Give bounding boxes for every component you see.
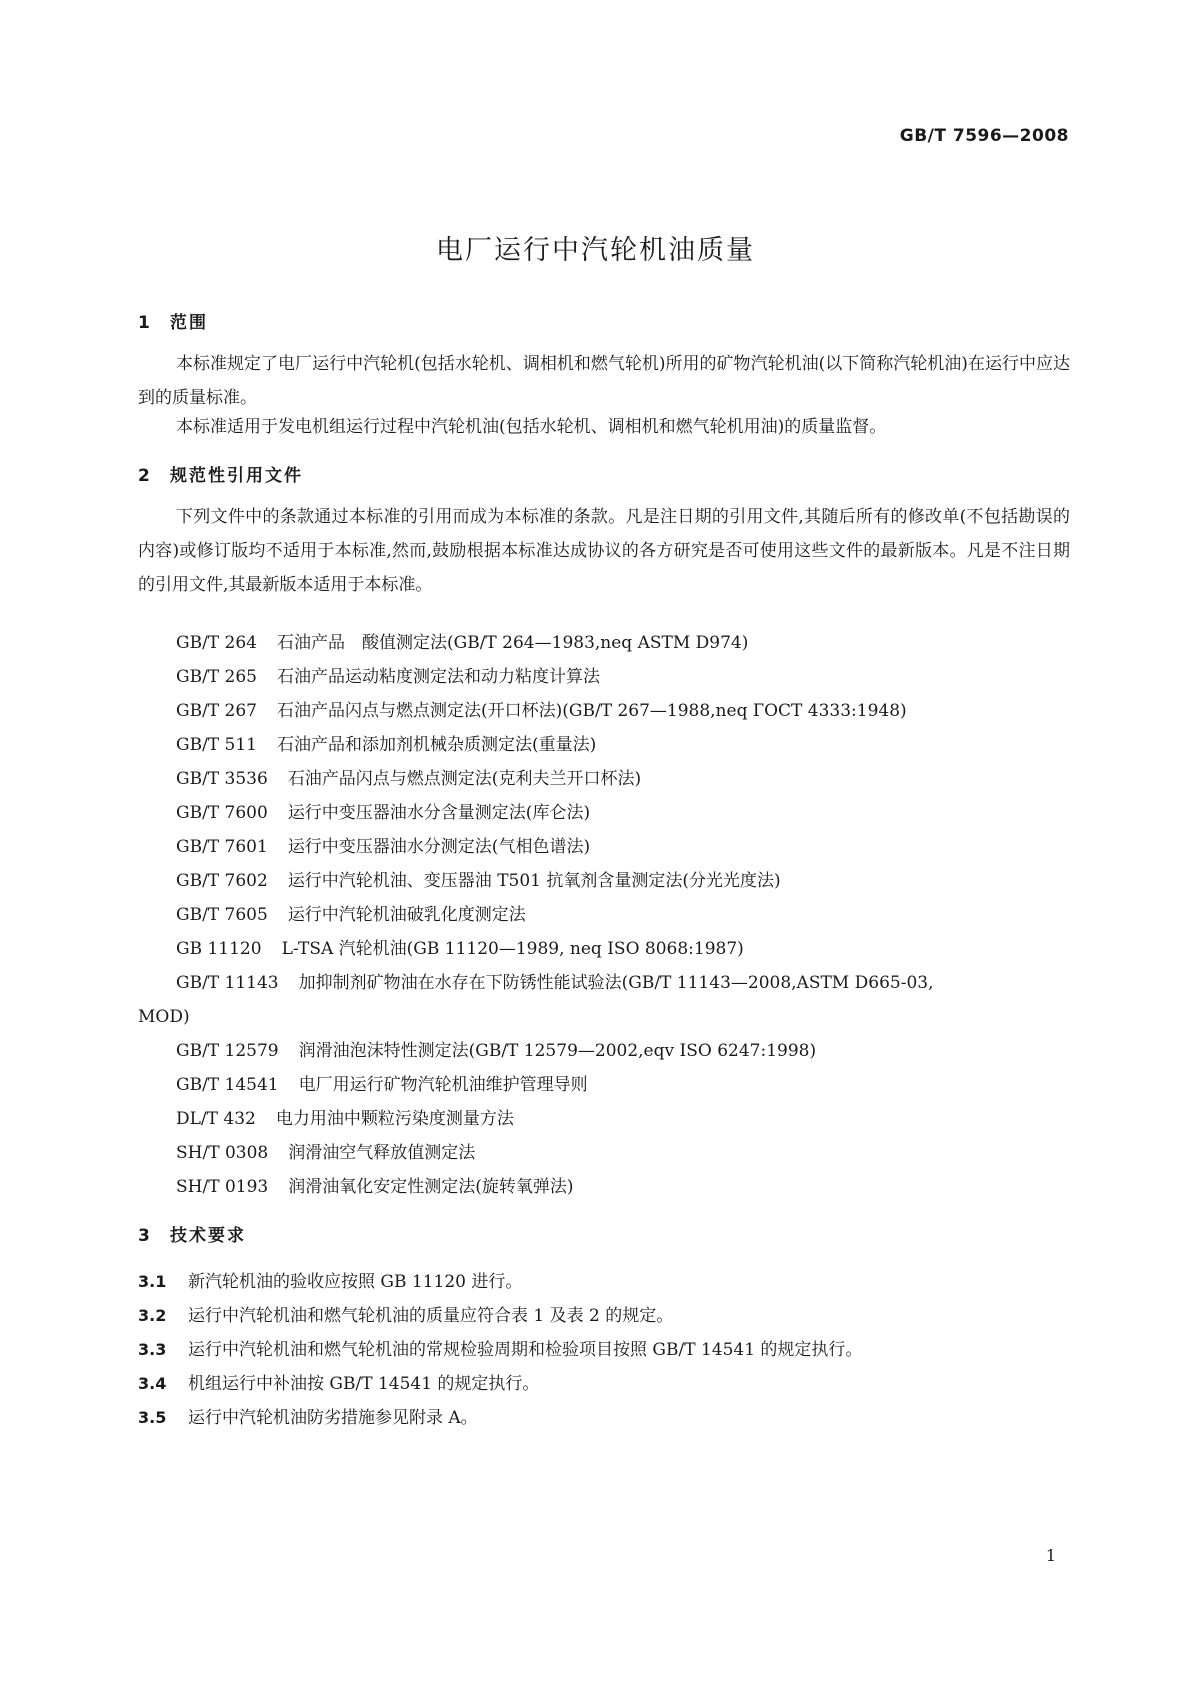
reference-title: 石油产品 酸值测定法(GB/T 264—1983,neq ASTM D974) xyxy=(277,633,749,653)
clause-text: 运行中汽轮机油防劣措施参见附录 A。 xyxy=(188,1408,478,1428)
reference-item xyxy=(138,728,1070,762)
reference-title: 电力用油中颗粒污染度测量方法 xyxy=(275,1109,514,1129)
clause-number: 3.3 xyxy=(138,1340,167,1359)
reference-code: GB/T 511 xyxy=(176,735,257,755)
reference-code: SH/T 0308 xyxy=(176,1143,269,1163)
reference-code: GB/T 7600 xyxy=(176,803,268,823)
reference-continuation: MOD) xyxy=(138,1007,190,1027)
section-number: 1 xyxy=(138,313,152,333)
clause-number: 3.2 xyxy=(138,1306,167,1325)
reference-item xyxy=(138,932,1070,966)
reference-item xyxy=(138,796,1070,830)
section-2-heading xyxy=(138,461,303,486)
page-number: 1 xyxy=(1045,1546,1056,1565)
requirement-item xyxy=(138,1401,1070,1435)
reference-item xyxy=(138,966,1070,1000)
reference-title: 运行中变压器油水分测定法(气相色谱法) xyxy=(287,837,591,857)
section-1-heading xyxy=(138,308,208,333)
reference-title: 石油产品闪点与燃点测定法(克利夫兰开口杯法) xyxy=(287,769,642,789)
clause-number: 3.5 xyxy=(138,1408,167,1427)
reference-item xyxy=(138,898,1070,932)
standard-code: GB/T 7596—2008 xyxy=(899,126,1069,146)
reference-list xyxy=(138,626,1070,1204)
reference-title: L-TSA 汽轮机油(GB 11120—1989, neq ISO 8068:1987) xyxy=(281,939,744,959)
reference-title: 运行中汽轮机油破乳化度测定法 xyxy=(287,905,526,925)
reference-code: GB/T 7601 xyxy=(176,837,268,857)
reference-title: 润滑油氧化安定性测定法(旋转氧弹法) xyxy=(288,1177,574,1197)
reference-item xyxy=(138,660,1070,694)
clause-text: 机组运行中补油按 GB/T 14541 的规定执行。 xyxy=(188,1374,540,1394)
reference-code: GB/T 11143 xyxy=(176,973,279,993)
section-title: 技术要求 xyxy=(170,1226,246,1246)
section-number: 3 xyxy=(138,1226,152,1246)
reference-title: 石油产品闪点与燃点测定法(开口杯法)(GB/T 267—1988,neq ГОСТ 4333:1948) xyxy=(277,701,907,721)
reference-item xyxy=(138,762,1070,796)
clause-number: 3.4 xyxy=(138,1374,167,1393)
requirement-item xyxy=(138,1333,1070,1367)
reference-code: GB/T 7605 xyxy=(176,905,268,925)
section-number: 2 xyxy=(138,466,152,486)
reference-code: SH/T 0193 xyxy=(176,1177,269,1197)
requirement-item xyxy=(138,1299,1070,1333)
reference-title: 石油产品和添加剂机械杂质测定法(重量法) xyxy=(277,735,597,755)
reference-title: 运行中变压器油水分含量测定法(库仑法) xyxy=(287,803,591,823)
section-title: 范围 xyxy=(170,313,208,333)
clause-text: 运行中汽轮机油和燃气轮机油的常规检验周期和检验项目按照 GB/T 14541 的规定执行。 xyxy=(188,1340,863,1360)
reference-item xyxy=(138,864,1070,898)
clause-text: 运行中汽轮机油和燃气轮机油的质量应符合表 1 及表 2 的规定。 xyxy=(188,1306,674,1326)
reference-title: 电厂用运行矿物汽轮机油维护管理导则 xyxy=(298,1075,588,1095)
clause-text: 新汽轮机油的验收应按照 GB 11120 进行。 xyxy=(188,1272,523,1292)
document-title: 电厂运行中汽轮机油质量 xyxy=(436,235,755,266)
reference-item xyxy=(138,830,1070,864)
reference-item xyxy=(138,1068,1070,1102)
scope-paragraph-2: 本标准适用于发电机组运行过程中汽轮机油(包括水轮机、调相机和燃气轮机用油)的质量监督。 xyxy=(176,417,887,437)
reference-title: 运行中汽轮机油、变压器油 T501 抗氧剂含量测定法(分光光度法) xyxy=(287,871,781,891)
reference-item xyxy=(138,626,1070,660)
reference-title: 石油产品运动粘度测定法和动力粘度计算法 xyxy=(277,667,600,687)
reference-item xyxy=(138,1102,1070,1136)
reference-title: 润滑油泡沫特性测定法(GB/T 12579—2002,eqv ISO 6247:1998) xyxy=(298,1041,817,1061)
reference-title: 润滑油空气释放值测定法 xyxy=(288,1143,476,1163)
reference-item xyxy=(138,1136,1070,1170)
requirement-item xyxy=(138,1265,1070,1299)
reference-code: GB/T 12579 xyxy=(176,1041,279,1061)
reference-code: DL/T 432 xyxy=(176,1109,256,1129)
requirement-item xyxy=(138,1367,1070,1401)
reference-item xyxy=(138,694,1070,728)
reference-code: GB/T 264 xyxy=(176,633,257,653)
references-intro: 下列文件中的条款通过本标准的引用而成为本标准的条款。凡是注日期的引用文件,其随后所有的修改单(不包括勘误的内容)或修订版均不适用于本标准,然而,鼓励根据本标准达成协议的各方研究是否可使用这些文件的最新版本。凡是不注日期的引用文件,其最新版本适用于本标准。 xyxy=(138,507,1070,595)
reference-code: GB/T 14541 xyxy=(176,1075,279,1095)
clause-number: 3.1 xyxy=(138,1272,167,1291)
reference-code: GB/T 3536 xyxy=(176,769,268,789)
section-3-heading xyxy=(138,1221,246,1246)
requirements-list xyxy=(138,1265,1070,1435)
reference-item xyxy=(138,1170,1070,1204)
reference-code: GB/T 267 xyxy=(176,701,257,721)
reference-code: GB/T 7602 xyxy=(176,871,268,891)
reference-code: GB 11120 xyxy=(176,939,262,959)
reference-code: GB/T 265 xyxy=(176,667,257,687)
reference-title: 加抑制剂矿物油在水存在下防锈性能试验法(GB/T 11143—2008,ASTM D665-03, xyxy=(298,973,934,993)
reference-item xyxy=(138,1034,1070,1068)
scope-paragraph-1: 本标准规定了电厂运行中汽轮机(包括水轮机、调相机和燃气轮机)所用的矿物汽轮机油(以下简称汽轮机油)在运行中应达到的质量标准。 xyxy=(138,354,1070,408)
section-title: 规范性引用文件 xyxy=(170,466,303,486)
